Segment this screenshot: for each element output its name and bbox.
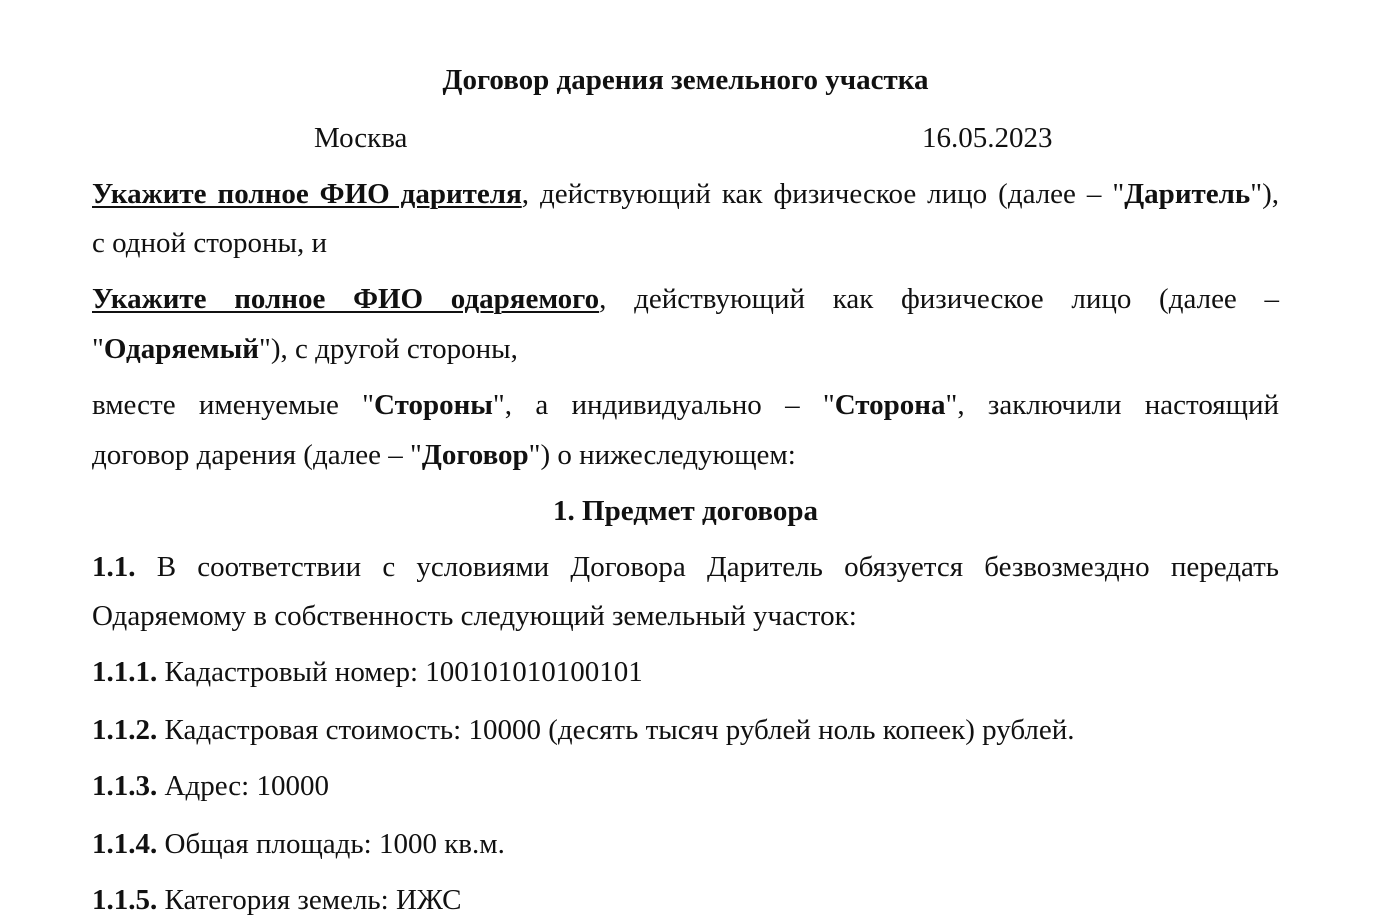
- clause-1-1-1: [92, 654, 1279, 690]
- parties-text-b: ", а индивидуально – ": [492, 389, 835, 421]
- donor-name-placeholder[interactable]: Укажите полное ФИО дарителя: [92, 178, 522, 210]
- clause-1-1-line2: Одаряемому в собственность следующий земельный участок:: [92, 600, 857, 632]
- donee-quote-open: ": [92, 333, 104, 365]
- clause-number: 1.1.1.: [92, 656, 158, 688]
- parties-text-c: ", заключили настоящий: [945, 389, 1280, 421]
- clause-1-1-4: [92, 826, 1279, 862]
- donor-text-b: "),: [1250, 178, 1279, 210]
- title-text: Договор дарения земельного участка: [442, 64, 929, 96]
- clause-1-1-5: [92, 882, 1279, 918]
- clause-text: В соответствии с условиями Договора Даритель обязуется безвозмездно передать: [135, 551, 1279, 583]
- section-1-heading-text: 1. Предмет договора: [553, 495, 818, 527]
- clause-number: 1.1.3.: [92, 770, 158, 802]
- clause-text: Адрес: 10000: [157, 770, 329, 802]
- donee-name-placeholder[interactable]: Укажите полное ФИО одаряемого: [92, 283, 600, 315]
- city-text: Москва: [314, 122, 408, 154]
- clause-1-1-3: [92, 768, 1279, 804]
- clause-text: Кадастровая стоимость: 10000 (десять тысяч рублей ноль копеек) рублей.: [157, 714, 1075, 746]
- donee-paragraph-line2: [92, 331, 1279, 367]
- donee-paragraph-line1: [92, 281, 1279, 317]
- clause-1-1-2: [92, 712, 1279, 748]
- clause-number: 1.1.2.: [92, 714, 158, 746]
- document-title: [92, 62, 1279, 98]
- clause-text: Кадастровый номер: 100101010100101: [157, 656, 643, 688]
- donor-paragraph-line2: с одной стороны, и: [92, 227, 328, 259]
- clause-number: 1.1.: [92, 551, 136, 583]
- parties-term-3: Договор: [421, 439, 529, 471]
- section-1-heading: [92, 493, 1279, 529]
- parties-text-a: вместе именуемые ": [92, 389, 375, 421]
- clause-number: 1.1.4.: [92, 828, 158, 860]
- parties-text-d: договор дарения (далее – ": [92, 439, 422, 471]
- donee-text-a: , действующий как физическое лицо (далее –: [599, 283, 1279, 315]
- parties-text-e: ") о нижеследующем:: [528, 439, 796, 471]
- parties-term-2: Сторона: [834, 389, 946, 421]
- clause-1-1-line1: [92, 549, 1279, 585]
- date-text: 16.05.2023: [922, 122, 1053, 154]
- donor-text-a: , действующий как физическое лицо (далее – ": [521, 178, 1125, 210]
- donor-paragraph-line1: [92, 176, 1279, 212]
- clause-text: Общая площадь: 1000 кв.м.: [157, 828, 505, 860]
- parties-paragraph-line1: [92, 387, 1279, 423]
- donee-role: Одаряемый: [103, 333, 259, 365]
- donor-role: Даритель: [1124, 178, 1251, 210]
- clause-text: Категория земель: ИЖС: [157, 884, 462, 916]
- parties-paragraph-line2: [92, 437, 1279, 473]
- clause-number: 1.1.5.: [92, 884, 158, 916]
- donee-text-b: "), с другой стороны,: [258, 333, 518, 365]
- parties-term-1: Стороны: [374, 389, 493, 421]
